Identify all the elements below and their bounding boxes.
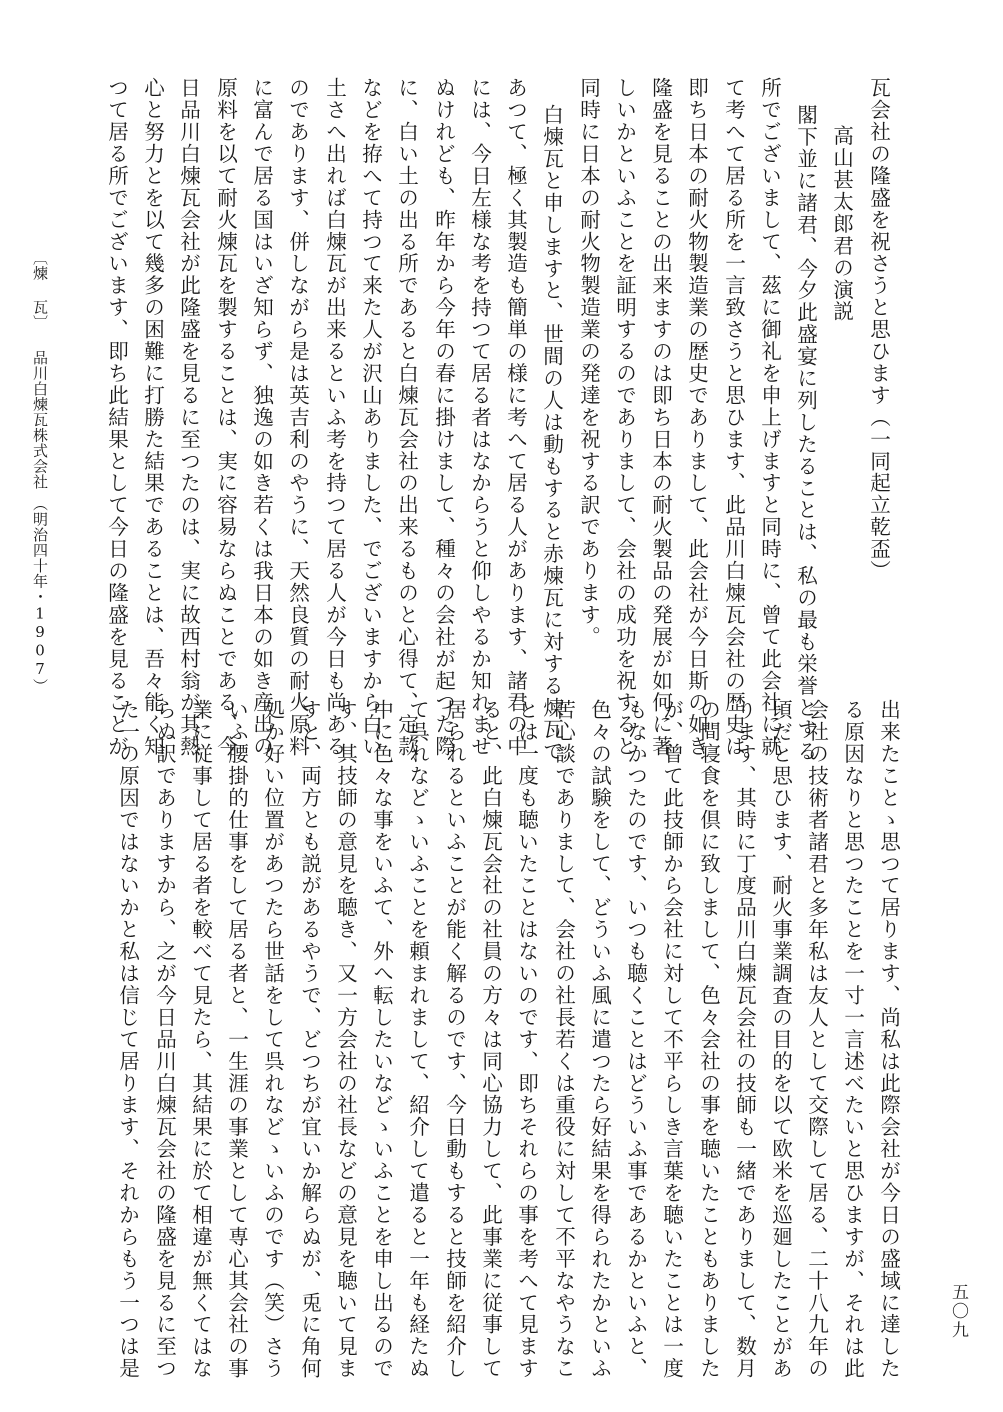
text-column: 隆盛を見ることの出来ますのは即ち日本の耐火製品の発展が如何に著 — [648, 77, 673, 758]
text-column: す、其技師の意見を聴き、又一方会社の社長などの意見を聴いて見ま — [333, 699, 358, 1380]
footer-label: 〔煉 瓦〕 — [31, 250, 49, 331]
text-column: 心と努力とを以て幾多の困難に打勝た結果であることは、吾々能く知 — [140, 77, 165, 758]
text-column: に、白い土の出る所であると白煉瓦会社の出来るものと心得て、定款 — [394, 77, 419, 758]
text-column: 所でございまして、茲に御礼を申上げますと同時に、曾て此会社に就 — [757, 77, 782, 758]
text-column: 居られるといふことが能く解るのです、今日動もすると技師を紹介し — [442, 699, 467, 1380]
text-column: の間寝食を倶に致しまして、色々会社の事を聴いたこともありました — [696, 699, 721, 1380]
text-column: ると、此白煉瓦会社の社員の方々は同心協力して、此事業に従事して — [478, 699, 503, 1380]
footer-date: （明治四十年・1907） — [31, 496, 49, 694]
text-column: 日品川白煉瓦会社が此隆盛を見るに至つたのは、実に故西村翁が其熱 — [176, 77, 201, 758]
footer-company: 品川白煉瓦株式会社 — [31, 350, 49, 490]
text-column: 白煉瓦と申しますと、世間の人は動もすると赤煉瓦に対する煉瓦で — [539, 104, 564, 763]
text-column: 苦心談でありまして、会社の社長若くは重役に対して不平なやうなこ — [551, 699, 576, 1380]
text-column: 業に従事して居る者を較べて見たら、其結果に於て相違が無くてはな — [188, 699, 213, 1380]
text-column: 色々の試験をして、どういふ風に遣つたら好結果を得られたかといふ — [587, 699, 612, 1380]
text-column: ぬけれども、昨年から今年の春に掛けまして、種々の会社が起つた際 — [431, 77, 456, 758]
text-column: つて居る所でございます、即ち此結果として今日の隆盛を見ることが — [104, 77, 129, 758]
text-column: もなかつたのです、いつも聴くことはどういふ事であるかといふと、 — [623, 699, 648, 1380]
text-column: 閣下並に諸君、今夕此盛宴に列したることは、私の最も栄誉とする — [793, 104, 818, 763]
text-column: とは一度も聴いたことはないのです、即ちそれらの事を考へて見ます — [514, 699, 539, 1380]
text-column: に富んで居る国はいざ知らず、独逸の如き若くは我日本の如き産出の — [249, 77, 274, 758]
text-column: て呉れなどゝいふことを頼まれまして、紹介して遣ると一年も経たぬ — [405, 699, 430, 1380]
page-number: 五〇九 — [948, 1283, 968, 1340]
text-column: が、曾て此技師から会社に対して不平らしき言葉を聴いたことは一度 — [659, 699, 684, 1380]
text-column: た一の原因ではないかと私は信じて居ります、それからもう一つは是 — [115, 699, 140, 1380]
text-column: ります、其時に丁度品川白煉瓦会社の技師も一緒でありまして、数月 — [732, 699, 757, 1380]
text-column: などを拵へて持つて来た人が沢山ありました、でございますから白い — [358, 77, 383, 758]
text-column: 原料を以て耐火煉瓦を製することは、実に容易ならぬことである、今 — [213, 77, 238, 758]
speech-heading: 高山甚太郎君の演説 — [829, 125, 854, 323]
text-column: る原因なりと思つたことを一寸一言述べたいと思ひますが、それは此 — [840, 699, 865, 1380]
text-column: すと、両方とも説があるやうで、どつちが宜いか解らぬが、兎に角何 — [297, 699, 322, 1380]
text-column: らぬ訳でありますから、之が今日品川白煉瓦会社の隆盛を見るに至つ — [152, 699, 177, 1380]
text-column: 出来たことゝ思つて居ります、尚私は此際会社が今日の盛域に達した — [876, 699, 901, 1380]
text-column: には、今日左様な考を持つて居る者はなからうと仰しやるか知れませ — [467, 77, 492, 758]
text-column: 処か好い位置があつたら世話をして呉れなどゝいふのです（笑）さう — [260, 699, 285, 1380]
text-column: 土さへ出れば白煉瓦が出来るといふ考を持つて居る人が今日も尚ある — [322, 77, 347, 758]
text-column: 中に色々な事をいふて、外へ転したいなどゝいふことを申し出るので — [369, 699, 394, 1380]
text-column: 瓦会社の隆盛を祝さうと思ひます（一同起立乾盃） — [866, 77, 891, 582]
text-column: 同時に日本の耐火物製造業の発達を祝する訳であります。 — [576, 77, 601, 648]
text-column: しいかといふことを証明するのでありまして、会社の成功を祝すると — [612, 77, 637, 758]
text-column: て考へて居る所を一言致さうと思ひます、此品川白煉瓦会社の歴史は — [721, 77, 746, 758]
text-column: いふ腰掛的仕事をして居る者と、一生涯の事業として専心其会社の事 — [224, 699, 249, 1380]
text-column: のであります、併しながら是は英吉利のやうに、天然良質の耐火原料 — [285, 77, 310, 758]
text-column: あつて、極く其製造も簡単の様に考へて居る人があります、諸君の中 — [503, 77, 528, 758]
text-column: 頃だと思ひます、耐火事業調査の目的を以て欧米を巡廻したことがあ — [768, 699, 793, 1380]
text-column: 即ち日本の耐火物製造業の歴史でありまして、此会社が今日斯の如き — [684, 77, 709, 758]
text-column: 会社の技術者諸君と多年私は友人として交際して居る、二十八九年の — [804, 699, 829, 1380]
